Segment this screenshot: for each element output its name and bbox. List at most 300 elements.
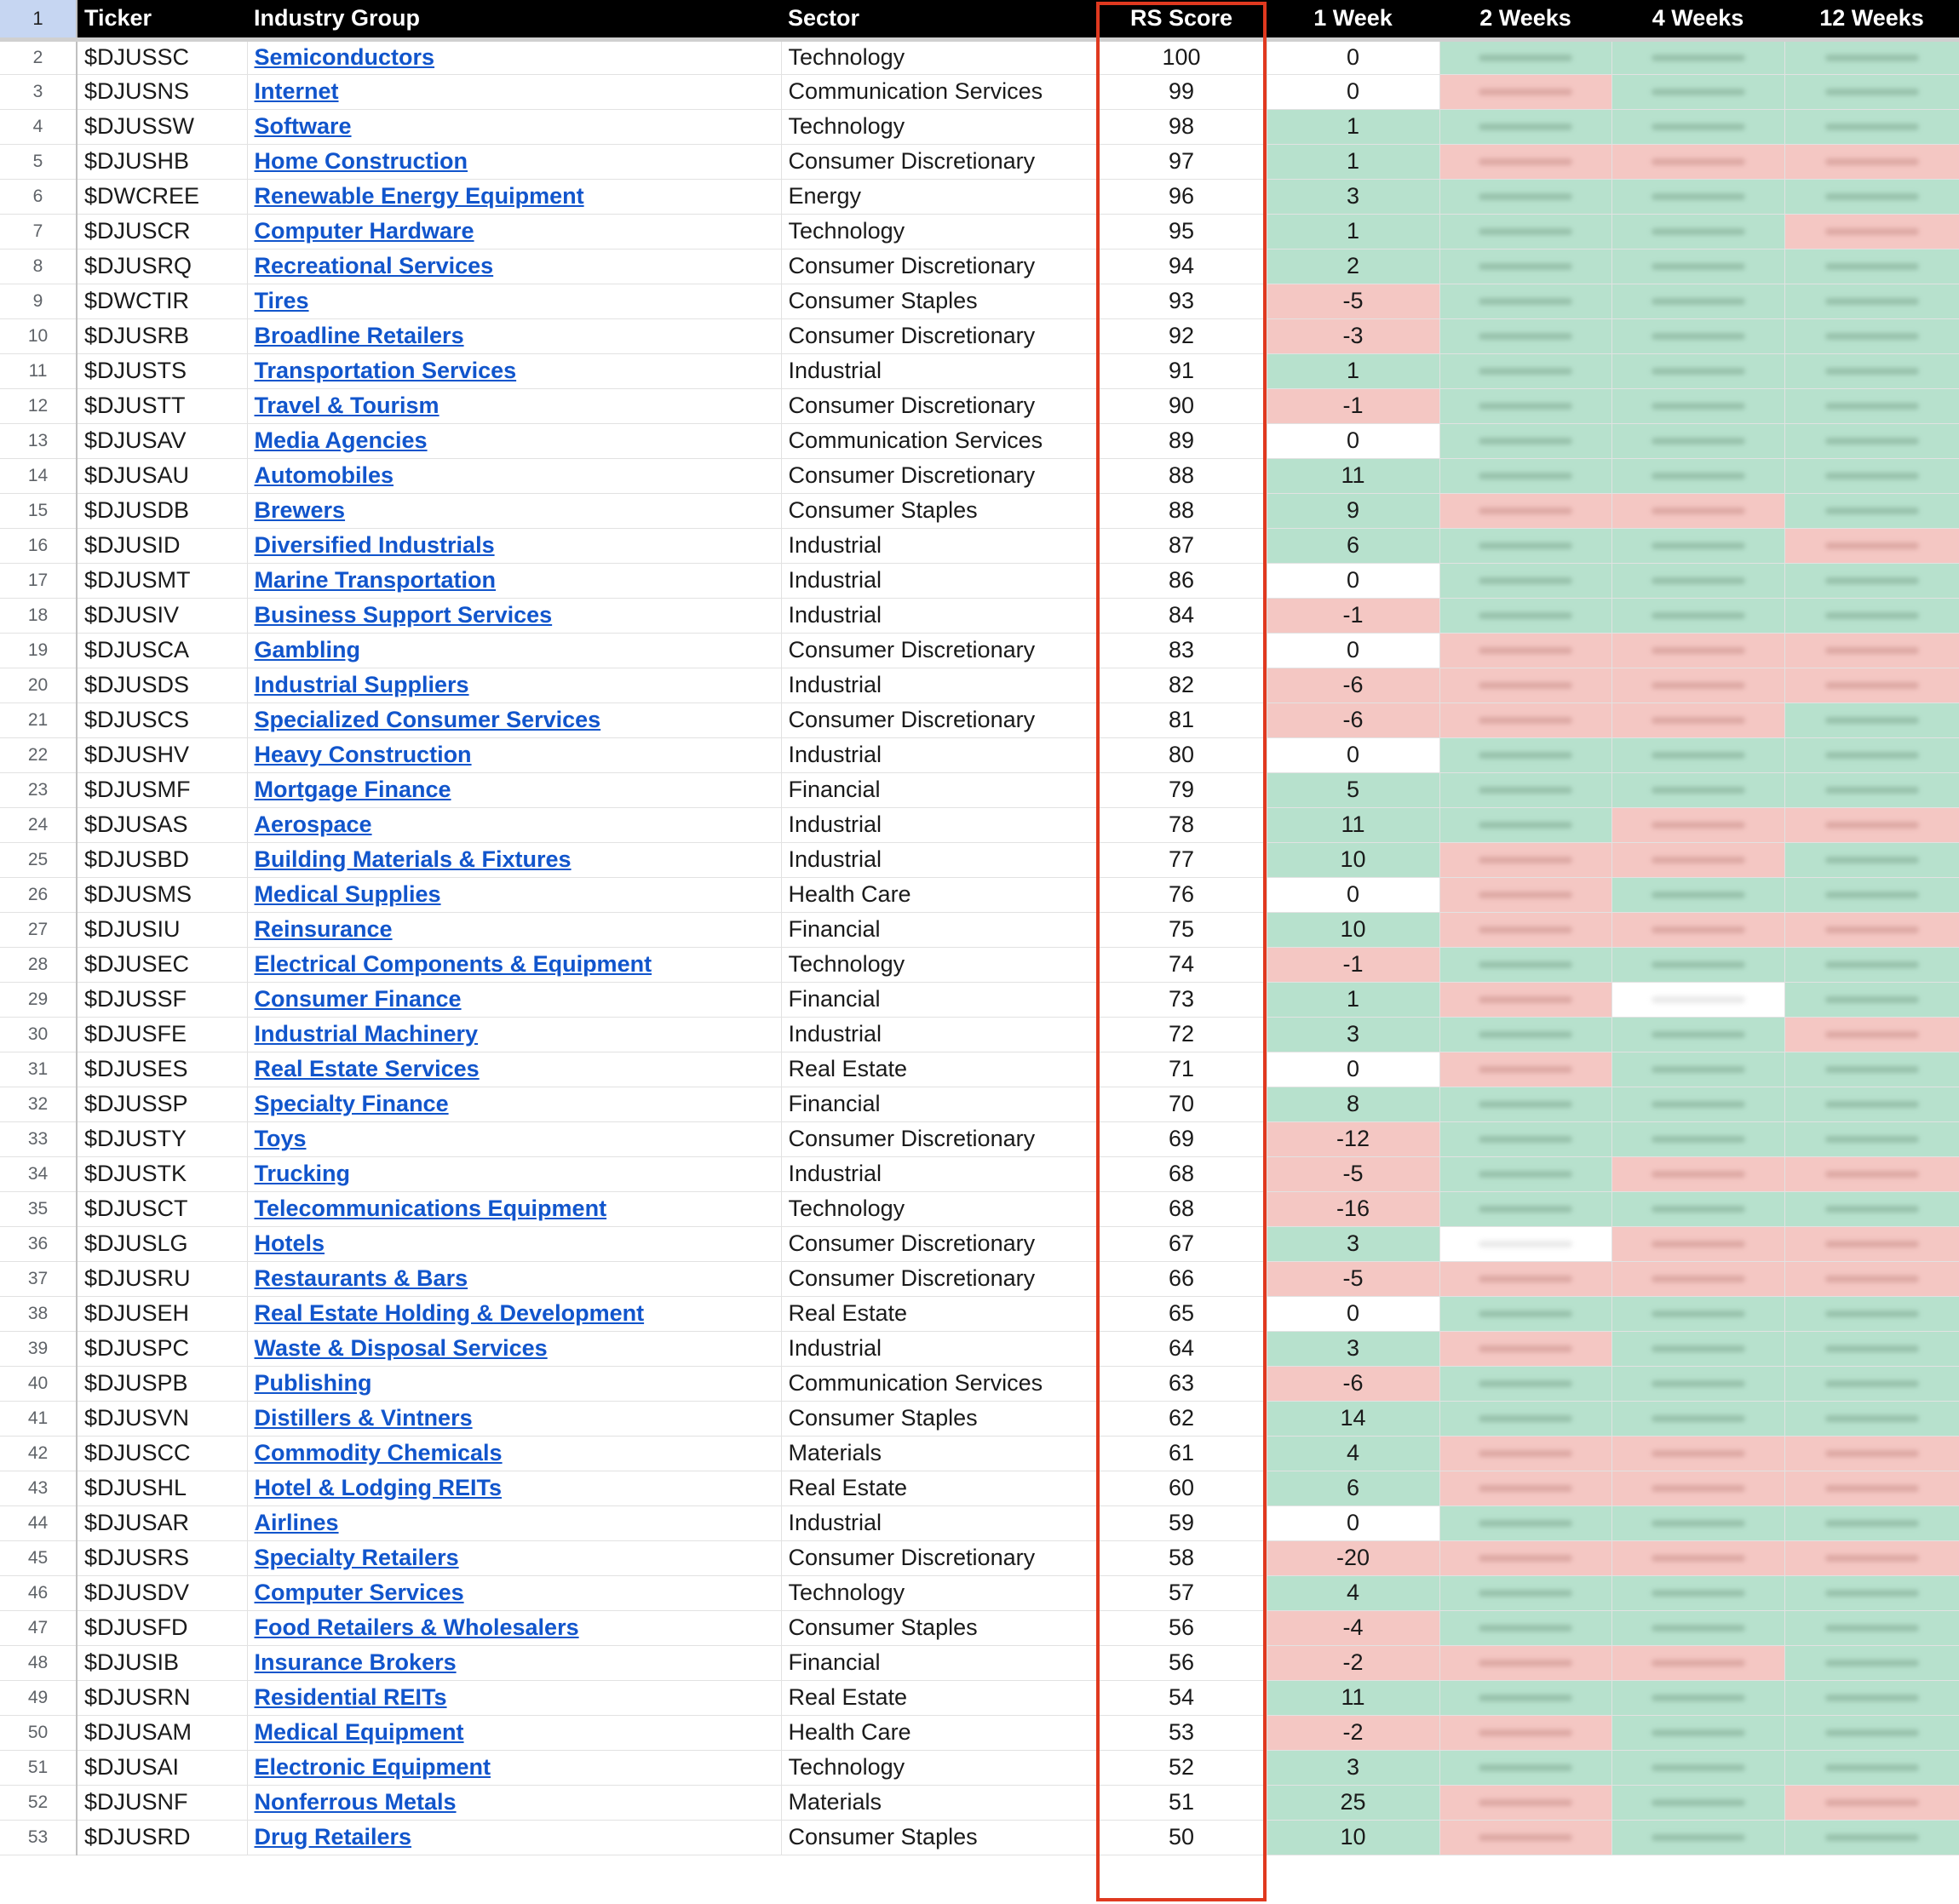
industry-group-cell[interactable] bbox=[247, 982, 781, 1017]
ticker-cell[interactable]: $DJUSRB bbox=[77, 318, 247, 353]
ticker-cell[interactable]: $DJUSDS bbox=[77, 668, 247, 703]
four-weeks-change-cell[interactable] bbox=[1611, 284, 1784, 318]
row-number[interactable]: 10 bbox=[0, 318, 77, 353]
industry-group-link[interactable]: Business Support Services bbox=[254, 602, 553, 628]
ticker-cell[interactable]: $DJUSNF bbox=[77, 1785, 247, 1820]
two-weeks-change-cell[interactable] bbox=[1439, 249, 1611, 284]
rs-score-cell[interactable]: 76 bbox=[1096, 877, 1267, 912]
ticker-cell[interactable]: $DJUSCR bbox=[77, 214, 247, 249]
industry-group-link[interactable]: Specialty Retailers bbox=[254, 1545, 459, 1570]
one-week-change-cell[interactable]: -12 bbox=[1267, 1121, 1439, 1156]
rs-score-cell[interactable]: 60 bbox=[1096, 1471, 1267, 1505]
four-weeks-change-cell[interactable] bbox=[1611, 74, 1784, 109]
one-week-change-cell[interactable]: -3 bbox=[1267, 318, 1439, 353]
four-weeks-change-cell[interactable] bbox=[1611, 528, 1784, 563]
industry-group-cell[interactable] bbox=[247, 1087, 781, 1121]
industry-group-cell[interactable] bbox=[247, 493, 781, 528]
industry-group-link[interactable]: Renewable Energy Equipment bbox=[254, 183, 584, 209]
industry-group-link[interactable]: Reinsurance bbox=[254, 916, 393, 942]
one-week-change-cell[interactable]: -2 bbox=[1267, 1645, 1439, 1680]
twelve-weeks-change-cell[interactable] bbox=[1784, 1191, 1959, 1226]
two-weeks-change-cell[interactable] bbox=[1439, 1715, 1611, 1750]
ticker-cell[interactable]: $DJUSRD bbox=[77, 1820, 247, 1855]
four-weeks-change-cell[interactable] bbox=[1611, 109, 1784, 144]
ticker-cell[interactable]: $DJUSMF bbox=[77, 772, 247, 807]
twelve-weeks-change-cell[interactable] bbox=[1784, 807, 1959, 842]
four-weeks-change-cell[interactable] bbox=[1611, 912, 1784, 947]
four-weeks-change-cell[interactable] bbox=[1611, 1261, 1784, 1296]
four-weeks-change-cell[interactable] bbox=[1611, 1296, 1784, 1331]
sector-cell[interactable]: Industrial bbox=[781, 668, 1096, 703]
ticker-cell[interactable]: $DJUSAI bbox=[77, 1750, 247, 1785]
rs-score-cell[interactable]: 51 bbox=[1096, 1785, 1267, 1820]
twelve-weeks-change-cell[interactable] bbox=[1784, 982, 1959, 1017]
ticker-cell[interactable]: $DJUSLG bbox=[77, 1226, 247, 1261]
row-number[interactable]: 9 bbox=[0, 284, 77, 318]
industry-group-link[interactable]: Travel & Tourism bbox=[254, 393, 439, 418]
sector-cell[interactable]: Industrial bbox=[781, 1017, 1096, 1052]
sector-cell[interactable]: Technology bbox=[781, 1191, 1096, 1226]
twelve-weeks-change-cell[interactable] bbox=[1784, 1331, 1959, 1366]
twelve-weeks-change-cell[interactable] bbox=[1784, 1505, 1959, 1540]
industry-group-cell[interactable] bbox=[247, 1645, 781, 1680]
ticker-cell[interactable]: $DJUSVN bbox=[77, 1401, 247, 1436]
sector-cell[interactable]: Real Estate bbox=[781, 1471, 1096, 1505]
row-number[interactable]: 53 bbox=[0, 1820, 77, 1855]
row-number[interactable]: 39 bbox=[0, 1331, 77, 1366]
rs-score-cell[interactable]: 54 bbox=[1096, 1680, 1267, 1715]
one-week-change-cell[interactable]: 3 bbox=[1267, 1017, 1439, 1052]
sector-cell[interactable]: Industrial bbox=[781, 528, 1096, 563]
ticker-cell[interactable]: $DJUSCT bbox=[77, 1191, 247, 1226]
twelve-weeks-change-cell[interactable] bbox=[1784, 1540, 1959, 1575]
industry-group-link[interactable]: Software bbox=[254, 113, 352, 139]
industry-group-cell[interactable] bbox=[247, 74, 781, 109]
ticker-cell[interactable]: $DWCTIR bbox=[77, 284, 247, 318]
industry-group-cell[interactable] bbox=[247, 1750, 781, 1785]
two-weeks-change-cell[interactable] bbox=[1439, 1471, 1611, 1505]
row-number[interactable]: 8 bbox=[0, 249, 77, 284]
four-weeks-change-cell[interactable] bbox=[1611, 1436, 1784, 1471]
rs-score-cell[interactable]: 68 bbox=[1096, 1156, 1267, 1191]
four-weeks-change-cell[interactable] bbox=[1611, 1540, 1784, 1575]
industry-group-link[interactable]: Commodity Chemicals bbox=[254, 1440, 503, 1465]
four-weeks-change-cell[interactable] bbox=[1611, 1017, 1784, 1052]
four-weeks-change-cell[interactable] bbox=[1611, 1226, 1784, 1261]
row-number[interactable]: 41 bbox=[0, 1401, 77, 1436]
row-number[interactable]: 31 bbox=[0, 1052, 77, 1087]
industry-group-cell[interactable] bbox=[247, 1436, 781, 1471]
ticker-cell[interactable]: $DJUSAU bbox=[77, 458, 247, 493]
rs-score-cell[interactable]: 87 bbox=[1096, 528, 1267, 563]
two-weeks-change-cell[interactable] bbox=[1439, 388, 1611, 423]
two-weeks-change-cell[interactable] bbox=[1439, 1052, 1611, 1087]
row-number-header[interactable]: 1 bbox=[0, 0, 77, 39]
industry-group-cell[interactable] bbox=[247, 807, 781, 842]
sector-cell[interactable]: Technology bbox=[781, 39, 1096, 74]
two-weeks-change-cell[interactable] bbox=[1439, 563, 1611, 598]
sector-cell[interactable]: Technology bbox=[781, 214, 1096, 249]
industry-group-cell[interactable] bbox=[247, 214, 781, 249]
industry-group-cell[interactable] bbox=[247, 912, 781, 947]
one-week-change-cell[interactable]: -2 bbox=[1267, 1715, 1439, 1750]
four-weeks-change-cell[interactable] bbox=[1611, 703, 1784, 737]
twelve-weeks-change-cell[interactable] bbox=[1784, 214, 1959, 249]
two-weeks-change-cell[interactable] bbox=[1439, 1680, 1611, 1715]
sector-cell[interactable]: Consumer Staples bbox=[781, 1610, 1096, 1645]
ticker-cell[interactable]: $DJUSHV bbox=[77, 737, 247, 772]
four-weeks-change-cell[interactable] bbox=[1611, 1052, 1784, 1087]
row-number[interactable]: 18 bbox=[0, 598, 77, 633]
industry-group-column-header[interactable]: Industry Group bbox=[247, 0, 781, 39]
row-number[interactable]: 47 bbox=[0, 1610, 77, 1645]
four-weeks-change-cell[interactable] bbox=[1611, 982, 1784, 1017]
industry-group-link[interactable]: Mortgage Finance bbox=[254, 777, 451, 802]
industry-group-link[interactable]: Computer Hardware bbox=[254, 218, 474, 244]
row-number[interactable]: 17 bbox=[0, 563, 77, 598]
sector-cell[interactable]: Technology bbox=[781, 1750, 1096, 1785]
row-number[interactable]: 2 bbox=[0, 39, 77, 74]
four-weeks-change-cell[interactable] bbox=[1611, 772, 1784, 807]
row-number[interactable]: 25 bbox=[0, 842, 77, 877]
sector-column-header[interactable]: Sector bbox=[781, 0, 1096, 39]
two-weeks-change-cell[interactable] bbox=[1439, 318, 1611, 353]
twelve-weeks-change-cell[interactable] bbox=[1784, 1401, 1959, 1436]
twelve-weeks-change-cell[interactable] bbox=[1784, 772, 1959, 807]
sector-cell[interactable]: Consumer Discretionary bbox=[781, 249, 1096, 284]
row-number[interactable]: 20 bbox=[0, 668, 77, 703]
industry-group-cell[interactable] bbox=[247, 1296, 781, 1331]
ticker-cell[interactable]: $DJUSIU bbox=[77, 912, 247, 947]
industry-group-link[interactable]: Computer Services bbox=[254, 1580, 464, 1605]
one-week-change-cell[interactable]: 11 bbox=[1267, 458, 1439, 493]
industry-group-cell[interactable] bbox=[247, 1471, 781, 1505]
row-number[interactable]: 33 bbox=[0, 1121, 77, 1156]
industry-group-cell[interactable] bbox=[247, 737, 781, 772]
sector-cell[interactable]: Real Estate bbox=[781, 1680, 1096, 1715]
ticker-cell[interactable]: $DJUSDB bbox=[77, 493, 247, 528]
row-number[interactable]: 4 bbox=[0, 109, 77, 144]
rs-score-cell[interactable]: 65 bbox=[1096, 1296, 1267, 1331]
four-weeks-change-cell[interactable] bbox=[1611, 1087, 1784, 1121]
one-week-change-cell[interactable]: 0 bbox=[1267, 39, 1439, 74]
row-number[interactable]: 50 bbox=[0, 1715, 77, 1750]
twelve-weeks-change-cell[interactable] bbox=[1784, 1261, 1959, 1296]
four-weeks-change-cell[interactable] bbox=[1611, 1156, 1784, 1191]
sector-cell[interactable]: Health Care bbox=[781, 1715, 1096, 1750]
rs-score-cell[interactable]: 72 bbox=[1096, 1017, 1267, 1052]
rs-score-cell[interactable]: 64 bbox=[1096, 1331, 1267, 1366]
two-weeks-change-cell[interactable] bbox=[1439, 877, 1611, 912]
rs-score-cell[interactable]: 83 bbox=[1096, 633, 1267, 668]
industry-group-link[interactable]: Brewers bbox=[254, 497, 346, 523]
industry-group-cell[interactable] bbox=[247, 1715, 781, 1750]
rs-score-cell[interactable]: 68 bbox=[1096, 1191, 1267, 1226]
four-weeks-column-header[interactable]: 4 Weeks bbox=[1611, 0, 1784, 39]
four-weeks-change-cell[interactable] bbox=[1611, 1366, 1784, 1401]
ticker-cell[interactable]: $DJUSRQ bbox=[77, 249, 247, 284]
industry-group-link[interactable]: Toys bbox=[254, 1126, 307, 1151]
two-weeks-change-cell[interactable] bbox=[1439, 1087, 1611, 1121]
industry-group-cell[interactable] bbox=[247, 423, 781, 458]
rs-score-cell[interactable]: 98 bbox=[1096, 109, 1267, 144]
one-week-change-cell[interactable]: 0 bbox=[1267, 563, 1439, 598]
rs-score-cell[interactable]: 96 bbox=[1096, 179, 1267, 214]
rs-score-cell[interactable]: 91 bbox=[1096, 353, 1267, 388]
rs-score-cell[interactable]: 94 bbox=[1096, 249, 1267, 284]
twelve-weeks-change-cell[interactable] bbox=[1784, 563, 1959, 598]
twelve-weeks-change-cell[interactable] bbox=[1784, 1750, 1959, 1785]
rs-score-cell[interactable]: 58 bbox=[1096, 1540, 1267, 1575]
two-weeks-change-cell[interactable] bbox=[1439, 1296, 1611, 1331]
industry-group-link[interactable]: Nonferrous Metals bbox=[254, 1789, 457, 1815]
twelve-weeks-change-cell[interactable] bbox=[1784, 1017, 1959, 1052]
row-number[interactable]: 28 bbox=[0, 947, 77, 982]
industry-group-link[interactable]: Home Construction bbox=[254, 148, 468, 174]
industry-group-cell[interactable] bbox=[247, 1121, 781, 1156]
two-weeks-change-cell[interactable] bbox=[1439, 423, 1611, 458]
rs-score-cell[interactable]: 75 bbox=[1096, 912, 1267, 947]
four-weeks-change-cell[interactable] bbox=[1611, 318, 1784, 353]
sector-cell[interactable]: Consumer Discretionary bbox=[781, 144, 1096, 179]
row-number[interactable]: 16 bbox=[0, 528, 77, 563]
industry-group-cell[interactable] bbox=[247, 633, 781, 668]
sector-cell[interactable]: Consumer Discretionary bbox=[781, 318, 1096, 353]
row-number[interactable]: 11 bbox=[0, 353, 77, 388]
two-weeks-change-cell[interactable] bbox=[1439, 912, 1611, 947]
ticker-cell[interactable]: $DJUSPB bbox=[77, 1366, 247, 1401]
one-week-change-cell[interactable]: 1 bbox=[1267, 982, 1439, 1017]
twelve-weeks-change-cell[interactable] bbox=[1784, 1087, 1959, 1121]
rs-score-cell[interactable]: 82 bbox=[1096, 668, 1267, 703]
twelve-weeks-change-cell[interactable] bbox=[1784, 74, 1959, 109]
industry-group-link[interactable]: Building Materials & Fixtures bbox=[254, 846, 572, 872]
sector-cell[interactable]: Financial bbox=[781, 1645, 1096, 1680]
sector-cell[interactable]: Consumer Staples bbox=[781, 1820, 1096, 1855]
sector-cell[interactable]: Real Estate bbox=[781, 1296, 1096, 1331]
ticker-cell[interactable]: $DJUSSP bbox=[77, 1087, 247, 1121]
row-number[interactable]: 12 bbox=[0, 388, 77, 423]
row-number[interactable]: 13 bbox=[0, 423, 77, 458]
ticker-cell[interactable]: $DJUSFE bbox=[77, 1017, 247, 1052]
sector-cell[interactable]: Industrial bbox=[781, 1505, 1096, 1540]
twelve-weeks-change-cell[interactable] bbox=[1784, 1052, 1959, 1087]
industry-group-cell[interactable] bbox=[247, 1226, 781, 1261]
industry-group-link[interactable]: Real Estate Services bbox=[254, 1056, 480, 1081]
rs-score-cell[interactable]: 73 bbox=[1096, 982, 1267, 1017]
twelve-weeks-change-cell[interactable] bbox=[1784, 1471, 1959, 1505]
industry-group-link[interactable]: Transportation Services bbox=[254, 358, 517, 383]
industry-group-cell[interactable] bbox=[247, 353, 781, 388]
one-week-change-cell[interactable]: -6 bbox=[1267, 1366, 1439, 1401]
two-weeks-change-cell[interactable] bbox=[1439, 1261, 1611, 1296]
two-weeks-column-header[interactable]: 2 Weeks bbox=[1439, 0, 1611, 39]
industry-group-cell[interactable] bbox=[247, 144, 781, 179]
twelve-weeks-change-cell[interactable] bbox=[1784, 1680, 1959, 1715]
rs-score-cell[interactable]: 62 bbox=[1096, 1401, 1267, 1436]
twelve-weeks-change-cell[interactable] bbox=[1784, 109, 1959, 144]
two-weeks-change-cell[interactable] bbox=[1439, 1540, 1611, 1575]
row-number[interactable]: 22 bbox=[0, 737, 77, 772]
rs-score-cell[interactable]: 88 bbox=[1096, 458, 1267, 493]
twelve-weeks-change-cell[interactable] bbox=[1784, 598, 1959, 633]
industry-group-cell[interactable] bbox=[247, 249, 781, 284]
sector-cell[interactable]: Industrial bbox=[781, 807, 1096, 842]
industry-group-cell[interactable] bbox=[247, 1331, 781, 1366]
ticker-cell[interactable]: $DJUSCS bbox=[77, 703, 247, 737]
rs-score-cell[interactable]: 90 bbox=[1096, 388, 1267, 423]
row-number[interactable]: 3 bbox=[0, 74, 77, 109]
industry-group-cell[interactable] bbox=[247, 668, 781, 703]
four-weeks-change-cell[interactable] bbox=[1611, 458, 1784, 493]
rs-score-cell[interactable]: 67 bbox=[1096, 1226, 1267, 1261]
industry-group-link[interactable]: Recreational Services bbox=[254, 253, 494, 278]
twelve-weeks-change-cell[interactable] bbox=[1784, 1366, 1959, 1401]
four-weeks-change-cell[interactable] bbox=[1611, 563, 1784, 598]
row-number[interactable]: 7 bbox=[0, 214, 77, 249]
industry-group-link[interactable]: Specialized Consumer Services bbox=[254, 707, 601, 732]
ticker-cell[interactable]: $DJUSAM bbox=[77, 1715, 247, 1750]
sector-cell[interactable]: Consumer Discretionary bbox=[781, 458, 1096, 493]
one-week-change-cell[interactable]: 0 bbox=[1267, 877, 1439, 912]
row-number[interactable]: 52 bbox=[0, 1785, 77, 1820]
two-weeks-change-cell[interactable] bbox=[1439, 458, 1611, 493]
two-weeks-change-cell[interactable] bbox=[1439, 144, 1611, 179]
industry-group-link[interactable]: Telecommunications Equipment bbox=[254, 1196, 607, 1221]
four-weeks-change-cell[interactable] bbox=[1611, 353, 1784, 388]
ticker-cell[interactable]: $DJUSDV bbox=[77, 1575, 247, 1610]
sector-cell[interactable]: Technology bbox=[781, 109, 1096, 144]
rs-score-cell[interactable]: 81 bbox=[1096, 703, 1267, 737]
two-weeks-change-cell[interactable] bbox=[1439, 982, 1611, 1017]
four-weeks-change-cell[interactable] bbox=[1611, 668, 1784, 703]
two-weeks-change-cell[interactable] bbox=[1439, 668, 1611, 703]
industry-group-link[interactable]: Residential REITs bbox=[254, 1684, 447, 1710]
two-weeks-change-cell[interactable] bbox=[1439, 1750, 1611, 1785]
row-number[interactable]: 23 bbox=[0, 772, 77, 807]
industry-group-cell[interactable] bbox=[247, 1366, 781, 1401]
sector-cell[interactable]: Financial bbox=[781, 1087, 1096, 1121]
one-week-change-cell[interactable]: 6 bbox=[1267, 528, 1439, 563]
sector-cell[interactable]: Communication Services bbox=[781, 423, 1096, 458]
industry-group-cell[interactable] bbox=[247, 563, 781, 598]
four-weeks-change-cell[interactable] bbox=[1611, 947, 1784, 982]
row-number[interactable]: 48 bbox=[0, 1645, 77, 1680]
two-weeks-change-cell[interactable] bbox=[1439, 1436, 1611, 1471]
two-weeks-change-cell[interactable] bbox=[1439, 737, 1611, 772]
industry-group-cell[interactable] bbox=[247, 284, 781, 318]
sector-cell[interactable]: Industrial bbox=[781, 737, 1096, 772]
two-weeks-change-cell[interactable] bbox=[1439, 353, 1611, 388]
industry-group-cell[interactable] bbox=[247, 1575, 781, 1610]
one-week-change-cell[interactable]: 3 bbox=[1267, 1331, 1439, 1366]
sector-cell[interactable]: Technology bbox=[781, 1575, 1096, 1610]
two-weeks-change-cell[interactable] bbox=[1439, 947, 1611, 982]
rs-score-cell[interactable]: 66 bbox=[1096, 1261, 1267, 1296]
row-number[interactable]: 43 bbox=[0, 1471, 77, 1505]
one-week-change-cell[interactable]: 25 bbox=[1267, 1785, 1439, 1820]
ticker-cell[interactable]: $DJUSFD bbox=[77, 1610, 247, 1645]
ticker-cell[interactable]: $DJUSCA bbox=[77, 633, 247, 668]
industry-group-cell[interactable] bbox=[247, 458, 781, 493]
rs-score-cell[interactable]: 50 bbox=[1096, 1820, 1267, 1855]
ticker-cell[interactable]: $DJUSBD bbox=[77, 842, 247, 877]
twelve-weeks-change-cell[interactable] bbox=[1784, 284, 1959, 318]
industry-group-link[interactable]: Real Estate Holding & Development bbox=[254, 1300, 645, 1326]
twelve-weeks-change-cell[interactable] bbox=[1784, 668, 1959, 703]
row-number[interactable]: 35 bbox=[0, 1191, 77, 1226]
two-weeks-change-cell[interactable] bbox=[1439, 214, 1611, 249]
sector-cell[interactable]: Consumer Staples bbox=[781, 1401, 1096, 1436]
four-weeks-change-cell[interactable] bbox=[1611, 1645, 1784, 1680]
industry-group-link[interactable]: Tires bbox=[254, 288, 309, 313]
four-weeks-change-cell[interactable] bbox=[1611, 1191, 1784, 1226]
twelve-weeks-change-cell[interactable] bbox=[1784, 633, 1959, 668]
ticker-column-header[interactable]: Ticker bbox=[77, 0, 247, 39]
industry-group-link[interactable]: Food Retailers & Wholesalers bbox=[254, 1614, 579, 1640]
ticker-cell[interactable]: $DJUSRS bbox=[77, 1540, 247, 1575]
industry-group-cell[interactable] bbox=[247, 1785, 781, 1820]
ticker-cell[interactable]: $DJUSEC bbox=[77, 947, 247, 982]
twelve-weeks-change-cell[interactable] bbox=[1784, 353, 1959, 388]
ticker-cell[interactable]: $DJUSTK bbox=[77, 1156, 247, 1191]
ticker-cell[interactable]: $DJUSID bbox=[77, 528, 247, 563]
two-weeks-change-cell[interactable] bbox=[1439, 1785, 1611, 1820]
one-week-change-cell[interactable]: 0 bbox=[1267, 1052, 1439, 1087]
rs-score-cell[interactable]: 69 bbox=[1096, 1121, 1267, 1156]
row-number[interactable]: 14 bbox=[0, 458, 77, 493]
ticker-cell[interactable]: $DJUSTY bbox=[77, 1121, 247, 1156]
industry-group-link[interactable]: Electronic Equipment bbox=[254, 1754, 491, 1780]
one-week-change-cell[interactable]: 1 bbox=[1267, 214, 1439, 249]
industry-group-link[interactable]: Industrial Suppliers bbox=[254, 672, 469, 697]
ticker-cell[interactable]: $DJUSTS bbox=[77, 353, 247, 388]
four-weeks-change-cell[interactable] bbox=[1611, 842, 1784, 877]
four-weeks-change-cell[interactable] bbox=[1611, 39, 1784, 74]
one-week-change-cell[interactable]: -1 bbox=[1267, 947, 1439, 982]
industry-group-cell[interactable] bbox=[247, 1610, 781, 1645]
ticker-cell[interactable]: $DJUSRU bbox=[77, 1261, 247, 1296]
two-weeks-change-cell[interactable] bbox=[1439, 807, 1611, 842]
row-number[interactable]: 30 bbox=[0, 1017, 77, 1052]
rs-score-cell[interactable]: 71 bbox=[1096, 1052, 1267, 1087]
industry-group-link[interactable]: Heavy Construction bbox=[254, 742, 472, 767]
industry-group-cell[interactable] bbox=[247, 1052, 781, 1087]
two-weeks-change-cell[interactable] bbox=[1439, 598, 1611, 633]
industry-group-link[interactable]: Aerospace bbox=[254, 811, 372, 837]
row-number[interactable]: 21 bbox=[0, 703, 77, 737]
industry-group-link[interactable]: Drug Retailers bbox=[254, 1824, 412, 1850]
four-weeks-change-cell[interactable] bbox=[1611, 737, 1784, 772]
twelve-weeks-change-cell[interactable] bbox=[1784, 1296, 1959, 1331]
sector-cell[interactable]: Industrial bbox=[781, 1331, 1096, 1366]
industry-group-cell[interactable] bbox=[247, 947, 781, 982]
one-week-change-cell[interactable]: 3 bbox=[1267, 1226, 1439, 1261]
rs-score-cell[interactable]: 74 bbox=[1096, 947, 1267, 982]
one-week-change-cell[interactable]: 9 bbox=[1267, 493, 1439, 528]
four-weeks-change-cell[interactable] bbox=[1611, 423, 1784, 458]
industry-group-link[interactable]: Insurance Brokers bbox=[254, 1649, 457, 1675]
industry-group-link[interactable]: Consumer Finance bbox=[254, 986, 462, 1012]
industry-group-cell[interactable] bbox=[247, 388, 781, 423]
industry-group-link[interactable]: Distillers & Vintners bbox=[254, 1405, 473, 1431]
row-number[interactable]: 36 bbox=[0, 1226, 77, 1261]
ticker-cell[interactable]: $DJUSCC bbox=[77, 1436, 247, 1471]
twelve-weeks-change-cell[interactable] bbox=[1784, 1820, 1959, 1855]
two-weeks-change-cell[interactable] bbox=[1439, 1191, 1611, 1226]
four-weeks-change-cell[interactable] bbox=[1611, 179, 1784, 214]
twelve-weeks-change-cell[interactable] bbox=[1784, 179, 1959, 214]
